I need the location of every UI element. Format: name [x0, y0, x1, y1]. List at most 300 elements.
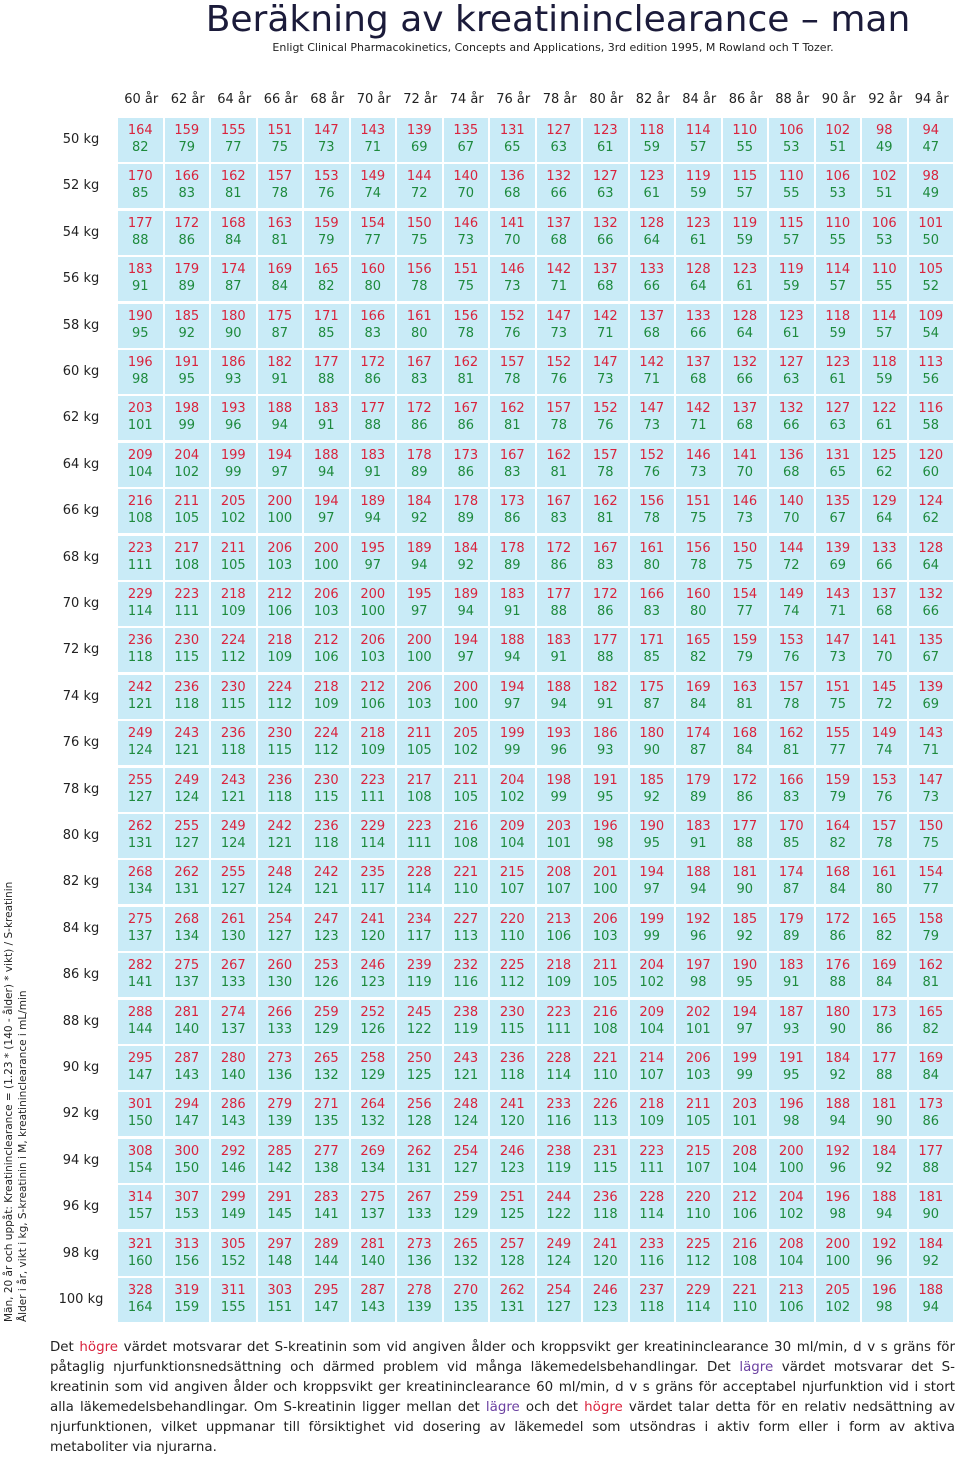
low-value: 131	[406, 1160, 432, 1176]
table-cell	[397, 675, 442, 719]
low-value: 122	[406, 1021, 432, 1037]
weight-label: 84 kg	[62, 920, 100, 936]
low-value: 95	[782, 1068, 800, 1083]
table-cell	[583, 721, 628, 765]
high-value: 242	[127, 679, 153, 695]
high-value: 147	[918, 772, 944, 788]
table-cell	[909, 350, 954, 394]
high-value: 260	[267, 958, 293, 974]
low-value: 164	[127, 1300, 153, 1315]
high-value: 173	[453, 447, 479, 463]
high-value: 206	[406, 679, 432, 695]
high-value: 127	[778, 355, 804, 370]
low-value: 78	[410, 279, 428, 295]
table-cell	[211, 118, 256, 162]
table-cell	[211, 304, 256, 348]
weight-label: 66 kg	[62, 503, 100, 519]
low-value: 73	[689, 464, 707, 480]
low-value: 99	[178, 418, 196, 434]
table-cell	[211, 536, 256, 580]
high-value: 203	[546, 819, 572, 834]
high-value: 246	[499, 1143, 525, 1159]
high-value: 200	[267, 494, 293, 510]
low-value: 110	[592, 1068, 618, 1083]
low-value: 82	[131, 140, 149, 155]
low-value: 61	[689, 232, 707, 248]
table-cell	[118, 118, 163, 162]
table-cell	[351, 721, 396, 765]
high-value: 189	[406, 540, 432, 556]
weight-label: 76 kg	[62, 735, 100, 751]
table-cell	[118, 211, 163, 255]
high-value: 250	[406, 1051, 432, 1066]
age-header: 78 år	[542, 92, 577, 107]
low-value: 79	[736, 650, 754, 666]
table-cell	[397, 768, 442, 812]
table-cell	[537, 211, 582, 255]
high-value: 177	[546, 587, 572, 602]
high-value: 223	[639, 1143, 665, 1159]
high-value: 146	[732, 494, 758, 510]
low-value: 160	[127, 1253, 153, 1269]
low-value: 101	[546, 836, 572, 851]
high-value: 225	[685, 1236, 711, 1252]
high-value: 184	[406, 494, 432, 510]
table-cell	[258, 1185, 303, 1229]
high-value: 262	[174, 865, 200, 881]
table-cell	[351, 628, 396, 672]
high-value: 137	[871, 587, 897, 602]
high-value: 140	[778, 494, 804, 510]
low-value: 110	[685, 1207, 711, 1223]
table-cell	[118, 1092, 163, 1136]
low-value: 112	[499, 975, 525, 991]
high-value: 198	[174, 401, 200, 417]
table-cell	[862, 211, 907, 255]
table-cell	[816, 768, 861, 812]
low-value: 112	[313, 743, 339, 759]
high-value: 223	[406, 819, 432, 834]
table-cell	[676, 1232, 721, 1276]
table-cell	[444, 118, 489, 162]
table-cell	[258, 443, 303, 487]
table-cell	[258, 1278, 303, 1322]
table-cell	[769, 211, 814, 255]
high-value: 181	[871, 1097, 897, 1113]
low-value: 107	[546, 882, 572, 898]
low-value: 91	[364, 464, 382, 480]
table-cell	[583, 164, 628, 208]
high-value: 183	[778, 958, 804, 974]
high-value: 184	[918, 1236, 944, 1252]
high-value: 180	[220, 308, 246, 324]
low-value: 109	[360, 743, 386, 759]
low-value: 64	[736, 325, 754, 341]
low-value: 118	[499, 1068, 525, 1083]
high-value: 124	[918, 494, 944, 510]
table-cell	[816, 304, 861, 348]
low-value: 70	[503, 232, 521, 248]
table-cell	[258, 536, 303, 580]
table-cell	[165, 582, 210, 626]
table-cell	[816, 118, 861, 162]
high-value: 258	[360, 1051, 386, 1066]
footer-text: värdet talar detta för en relativ nedsättning av njurfunktionen, vilket uppmanar till försiktighet vid dosering av läkemedel som utsöndras i aktiv form eller i form av aktiva metaboliter via njurarna.	[50, 1400, 955, 1455]
low-value: 92	[829, 1068, 847, 1083]
low-value: 134	[360, 1160, 386, 1176]
low-value: 70	[736, 464, 754, 480]
table-cell	[490, 953, 535, 997]
low-value: 78	[271, 186, 289, 202]
low-value: 69	[410, 140, 428, 155]
low-value: 114	[127, 604, 153, 619]
table-cell	[583, 489, 628, 533]
low-value: 91	[503, 604, 521, 619]
table-cell	[862, 1000, 907, 1044]
table-cell	[909, 164, 954, 208]
high-value: 101	[918, 215, 944, 231]
high-value: 166	[174, 169, 200, 185]
table-cell	[769, 814, 814, 858]
table-cell	[304, 443, 349, 487]
table-cell	[258, 257, 303, 301]
table-cell	[909, 211, 954, 255]
low-value: 88	[550, 604, 568, 619]
low-value: 105	[220, 557, 246, 573]
low-value: 78	[457, 325, 475, 341]
high-value: 142	[546, 262, 572, 278]
high-value: 190	[639, 819, 665, 834]
table-cell	[723, 907, 768, 951]
weight-label: 92 kg	[62, 1106, 100, 1122]
high-value: 139	[406, 123, 432, 138]
high-value: 211	[592, 958, 618, 974]
low-value: 78	[503, 372, 521, 387]
low-value: 147	[174, 1114, 200, 1130]
table-cell	[258, 1092, 303, 1136]
high-value: 251	[499, 1190, 525, 1206]
table-cell	[723, 443, 768, 487]
high-value: 177	[918, 1143, 944, 1159]
table-cell	[676, 814, 721, 858]
table-cell	[537, 1139, 582, 1183]
low-value: 85	[131, 186, 149, 202]
table-cell	[862, 814, 907, 858]
low-value: 84	[922, 1068, 940, 1083]
high-value: 253	[313, 958, 339, 974]
low-value: 79	[317, 232, 335, 248]
high-value: 261	[220, 911, 246, 927]
high-value: 303	[267, 1283, 293, 1298]
formula-note	[2, 882, 30, 1322]
low-value: 66	[596, 232, 614, 248]
high-value: 208	[732, 1143, 758, 1159]
high-value: 188	[546, 679, 572, 695]
low-value: 104	[127, 464, 153, 480]
high-value: 271	[313, 1097, 339, 1113]
high-value: 142	[639, 355, 665, 370]
low-value: 83	[364, 325, 382, 341]
table-cell	[676, 1046, 721, 1090]
high-value: 123	[592, 123, 618, 138]
table-cell	[676, 953, 721, 997]
high-value: 94	[922, 123, 940, 138]
high-value: 123	[685, 215, 711, 231]
table-cell	[537, 721, 582, 765]
table-cell	[304, 1046, 349, 1090]
low-value: 81	[457, 372, 475, 387]
table-cell	[583, 1046, 628, 1090]
high-value: 179	[685, 772, 711, 788]
high-value: 215	[499, 865, 525, 881]
high-value: 192	[825, 1143, 851, 1159]
low-value: 142	[267, 1160, 293, 1176]
low-value: 90	[875, 1114, 893, 1130]
low-value: 103	[685, 1068, 711, 1083]
age-header: 62 år	[170, 92, 205, 107]
table-cell	[676, 628, 721, 672]
table-cell	[118, 721, 163, 765]
weight-label: 70 kg	[62, 596, 100, 611]
high-value: 204	[778, 1190, 804, 1206]
low-value: 86	[503, 511, 521, 527]
low-value: 106	[732, 1207, 758, 1223]
low-value: 77	[364, 232, 382, 248]
table-cell	[258, 118, 303, 162]
high-value: 114	[825, 262, 851, 278]
low-value: 76	[643, 464, 661, 480]
table-cell	[304, 118, 349, 162]
table-cell	[816, 1185, 861, 1229]
high-value: 246	[592, 1283, 618, 1298]
low-value: 89	[503, 557, 521, 573]
low-value: 73	[643, 418, 661, 434]
low-value: 127	[127, 789, 153, 805]
high-value: 224	[220, 633, 246, 649]
low-value: 78	[550, 418, 568, 434]
high-value: 169	[871, 958, 897, 974]
low-value: 111	[360, 789, 386, 805]
table-cell	[397, 536, 442, 580]
high-value: 254	[546, 1283, 572, 1298]
high-value: 199	[220, 447, 246, 463]
high-value: 151	[685, 494, 711, 510]
table-cell	[676, 1185, 721, 1229]
high-value: 297	[267, 1236, 293, 1252]
table-cell	[304, 860, 349, 904]
table-cell	[630, 396, 675, 440]
low-value: 135	[313, 1114, 339, 1130]
table-cell	[304, 304, 349, 348]
low-value: 128	[499, 1253, 525, 1269]
low-value: 133	[220, 975, 246, 991]
high-value: 211	[685, 1097, 711, 1113]
high-value: 223	[546, 1004, 572, 1020]
table-cell	[583, 907, 628, 951]
low-value: 103	[406, 696, 432, 712]
high-value: 122	[871, 401, 897, 417]
low-value: 104	[639, 1021, 665, 1037]
high-value: 146	[685, 447, 711, 463]
table-cell	[211, 489, 256, 533]
table-cell	[909, 1232, 954, 1276]
table-cell	[304, 1000, 349, 1044]
high-value: 194	[313, 494, 339, 510]
weight-label: 54 kg	[62, 224, 100, 240]
table-cell	[537, 1185, 582, 1229]
high-value: 214	[639, 1051, 665, 1066]
low-value: 102	[639, 975, 665, 991]
table-cell	[444, 489, 489, 533]
table-cell	[723, 118, 768, 162]
table-cell	[630, 814, 675, 858]
high-value: 224	[313, 726, 339, 742]
low-value: 131	[127, 836, 153, 851]
table-cell	[769, 489, 814, 533]
table-cell	[304, 164, 349, 208]
low-value: 130	[267, 975, 293, 991]
table-cell	[909, 489, 954, 533]
low-value: 118	[127, 650, 153, 666]
table-cell	[676, 489, 721, 533]
table-cell	[165, 1046, 210, 1090]
low-value: 106	[313, 650, 339, 666]
low-value: 70	[875, 650, 893, 666]
low-value: 63	[782, 372, 800, 387]
table-cell	[165, 257, 210, 301]
high-value: 123	[639, 169, 665, 185]
low-value: 94	[829, 1114, 847, 1130]
table-cell	[723, 814, 768, 858]
table-cell	[258, 675, 303, 719]
high-value: 128	[918, 540, 944, 556]
table-cell	[676, 675, 721, 719]
low-value: 57	[736, 186, 754, 202]
low-value: 118	[174, 696, 200, 712]
high-value: 128	[732, 308, 758, 324]
high-value: 186	[592, 726, 618, 742]
table-cell	[537, 304, 582, 348]
high-value: 188	[267, 401, 293, 417]
low-value: 69	[829, 557, 847, 573]
table-cell	[304, 350, 349, 394]
table-cell	[862, 164, 907, 208]
low-value: 78	[875, 836, 893, 851]
table-cell	[444, 1232, 489, 1276]
high-value: 161	[871, 865, 897, 881]
weight-label: 94 kg	[62, 1152, 100, 1168]
table-cell	[118, 396, 163, 440]
high-value: 259	[313, 1004, 339, 1020]
high-value: 278	[406, 1283, 432, 1298]
high-value: 223	[174, 587, 200, 602]
table-cell	[165, 304, 210, 348]
table-cell	[583, 536, 628, 580]
low-value: 94	[317, 464, 335, 480]
low-value: 91	[317, 418, 335, 434]
high-value: 116	[918, 401, 944, 417]
high-value: 218	[639, 1097, 665, 1113]
high-value: 131	[825, 447, 851, 463]
low-value: 127	[174, 836, 200, 851]
high-value: 189	[360, 494, 386, 510]
table-cell	[723, 1000, 768, 1044]
low-value: 94	[364, 511, 382, 527]
low-value: 97	[503, 696, 521, 712]
high-value: 118	[825, 308, 851, 324]
table-cell	[258, 211, 303, 255]
low-value: 132	[360, 1114, 386, 1130]
high-value: 192	[685, 911, 711, 927]
high-value: 166	[778, 772, 804, 788]
high-value: 110	[825, 215, 851, 231]
table-cell	[630, 675, 675, 719]
table-cell	[862, 721, 907, 765]
high-value: 286	[220, 1097, 246, 1113]
low-value: 119	[453, 1021, 479, 1037]
high-value: 162	[453, 355, 479, 370]
low-value: 57	[782, 232, 800, 248]
low-value: 65	[503, 140, 521, 155]
table-cell	[211, 860, 256, 904]
high-value: 262	[406, 1143, 432, 1159]
low-value: 95	[643, 836, 661, 851]
low-value: 83	[550, 511, 568, 527]
high-value: 192	[871, 1236, 897, 1252]
high-value: 128	[685, 262, 711, 278]
low-value: 115	[592, 1160, 618, 1176]
low-value: 124	[453, 1114, 479, 1130]
table-cell	[723, 1185, 768, 1229]
table-cell	[583, 1139, 628, 1183]
table-cell	[118, 1046, 163, 1090]
high-value: 262	[127, 819, 153, 834]
high-value: 204	[499, 772, 525, 788]
table-cell	[909, 860, 954, 904]
table-cell	[537, 907, 582, 951]
low-value: 139	[267, 1114, 293, 1130]
table-cell	[816, 1046, 861, 1090]
table-cell	[909, 1092, 954, 1136]
table-cell	[816, 907, 861, 951]
table-cell	[118, 768, 163, 812]
high-value: 294	[174, 1097, 200, 1113]
table-cell	[397, 257, 442, 301]
high-value: 157	[546, 401, 572, 417]
low-value: 86	[410, 418, 428, 434]
high-value: 182	[267, 355, 293, 370]
low-value: 82	[922, 1021, 940, 1037]
high-value: 291	[267, 1190, 293, 1206]
low-value: 74	[875, 743, 893, 759]
high-value: 279	[267, 1097, 293, 1113]
table-cell	[630, 768, 675, 812]
high-value: 172	[732, 772, 758, 788]
low-value: 94	[457, 604, 475, 619]
high-value: 213	[778, 1283, 804, 1298]
table-cell	[444, 1278, 489, 1322]
table-cell	[490, 396, 535, 440]
high-value: 205	[825, 1283, 851, 1298]
low-value: 114	[406, 882, 432, 898]
high-value: 147	[825, 633, 851, 649]
table-cell	[118, 1278, 163, 1322]
low-value: 88	[317, 372, 335, 387]
table-cell	[490, 1278, 535, 1322]
table-cell	[258, 628, 303, 672]
high-value: 203	[127, 401, 153, 417]
high-value: 206	[360, 633, 386, 649]
